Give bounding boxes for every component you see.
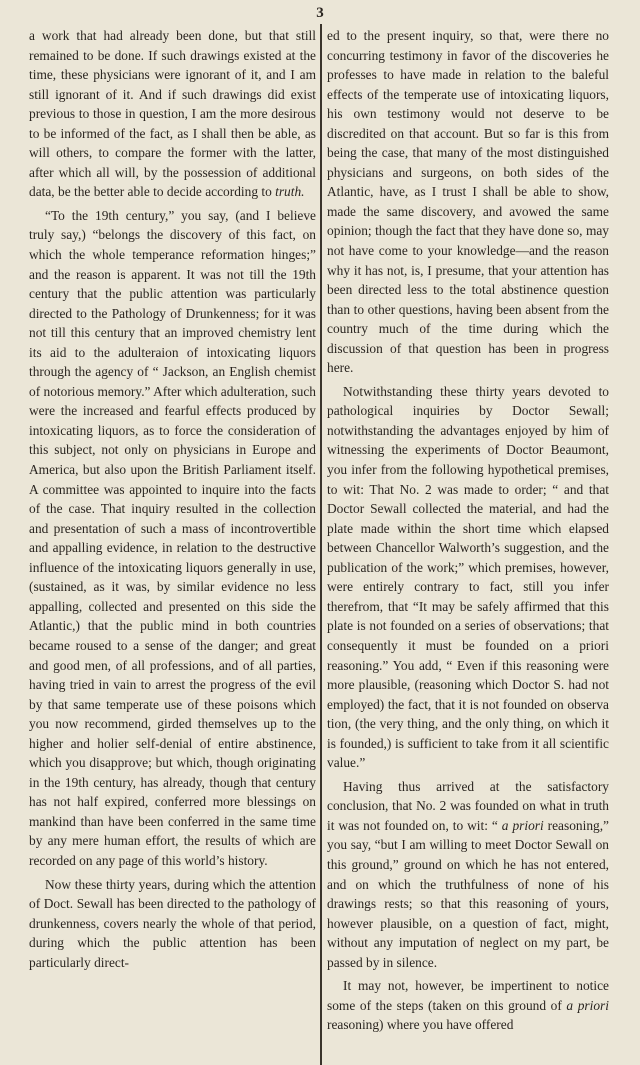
column-divider <box>320 24 322 1065</box>
paragraph <box>29 206 316 871</box>
text-segment: It may not, however, be impertinent to notice some of the steps (taken on this ground of <box>327 978 609 1013</box>
text-segment-italic: a priori <box>501 817 544 833</box>
text-segment-italic: truth. <box>275 184 305 200</box>
page-number: 3 <box>316 5 324 21</box>
text-segment: reasoning,” you say, “but I am willing to meet Doctor Sewall on this ground,” ground on which he has not entered, and on which the truthfulness of none of his drawings rests; so that this reasoning of yours, however plausible, on a question of fact, might, without any imputation of neglect on my part, be passed by in silence. <box>327 817 610 970</box>
paragraph <box>29 875 316 973</box>
paragraph <box>327 777 609 972</box>
paragraph <box>29 26 316 202</box>
text-segment: Now these thirty years, during which the attention of Doct. Sewall has been directed to the pathology of drunkenness, covers nearly the whole of that period, during which the public attention has been particularly direct- <box>29 876 316 970</box>
text-segment: Having thus arrived at the satisfactory conclusion, that No. 2 was founded on what in truth it was not founded on, to wit: “ <box>327 778 609 833</box>
text-segment: ed to the present inquiry, so that, were there no concurring testimony in favor of the discoveries he professes to have made in relation to the baleful effects of the temperate use of intoxicating liquors, his own testimony would not deserve to be discredited on that account. But so far is this from being the case, that many of the most distinguished physicians and surgeons, on both sides of the Atlantic, have, as I trust I shall be able to show, made the same discovery, and avowed the same opinion; though the fact that they have done so, may not have come to your knowledge—and the reason why it has not, is, I presume, that your attention has been directed less to the total abstinence question than to other questions, having been absent from the country much of the time during which the discussion of that question has been in progress here. <box>327 28 609 376</box>
text-segment: a work that had already been done, but that still remained to be done. If such drawings existed at the time, these physicians were ignorant of it, and I am still ignorant of it. And if such drawings did exist previous to those in question, I am the more desirous to be informed of the fact, as I shall then be able, as will others, to compare the former with the latter, after which all will, by the possession of additional data, be the better able to decide according to <box>29 28 316 200</box>
paragraph <box>327 26 609 378</box>
text-segment: reasoning) where you have offered <box>327 1017 514 1033</box>
left-column <box>29 26 316 972</box>
text-segment: “To the 19th century,” you say, (and I believe truly say,) “belongs the discovery of this fact, on which the whole temperance reformation hinges;” and the reason is apparent. It was not till the 19th century that the public attention was particularly directed to the Pathology of Drunkenness; for it was not till this century that an improved chemistry lent its aid to the adulteraion of intoxicating liquors through the agency of “ Jackson, an English chemist of notorious memory.” After which adulteration, such were the increased and fearful effects produced by intoxicating liquors, as to force the consideration of this subject, not only on physicians in Europe and America, but also upon the British Parliament itself. A committee was appointed to inquire into the facts of the case. That inquiry resulted in the collection and presentation of such a mass of incontrovertible and appalling evidence, in relation to the destructive influence of the intoxicating liquors generally in use, (sustained, as it was, by similar evidence no less appalling, collected and presented on this side the Atlantic,) that the public mind in both countries became roused to a sense of the danger; and great and good men, of all professions, and of all parties, having tried in vain to arrest the progress of the evil by that same temperate use of these poisons which you now recommend, girded themselves up to the higher and holier self-denial of entire abstinence, which you disapprove; but which, though originating in the 19th century, has already, though that century has not half expired, conferred more blessings on mankind than have been conferred in the same time by any mere human effort, the results of which are recorded on any page of this world’s history. <box>29 207 316 868</box>
paragraph <box>327 382 609 773</box>
text-segment-italic: a priori <box>566 997 609 1013</box>
right-column <box>327 26 609 1035</box>
paragraph <box>327 976 609 1035</box>
text-segment: Notwithstanding these thirty years devoted to pathological inquiries by Doctor Sewall; notwithstanding the advantages enjoyed by him of witnessing the experiments of Doctor Beaumont, you infer from the following hypothetical premises, to wit: That No. 2 was made to order; “ and that Doctor Sewall collected the material, and had the plate made within the short time which elapsed between Chancellor Walworth’s suggestion, and the publication of the work;” which premises, however, were entirely contrary to fact, still you infer therefrom, that “It may be safely affirmed that this plate is not founded on a series of observations; that consequently it must be founded on a priori reasoning.” You add, “ Even if this reasoning were more plausible, (reasoning which Doctor S. had not employed) the fact, that it is not founded on observa tion, (the very thing, and the only thing, on which it is founded,) is sufficient to take from it all scientific value.” <box>327 383 609 771</box>
